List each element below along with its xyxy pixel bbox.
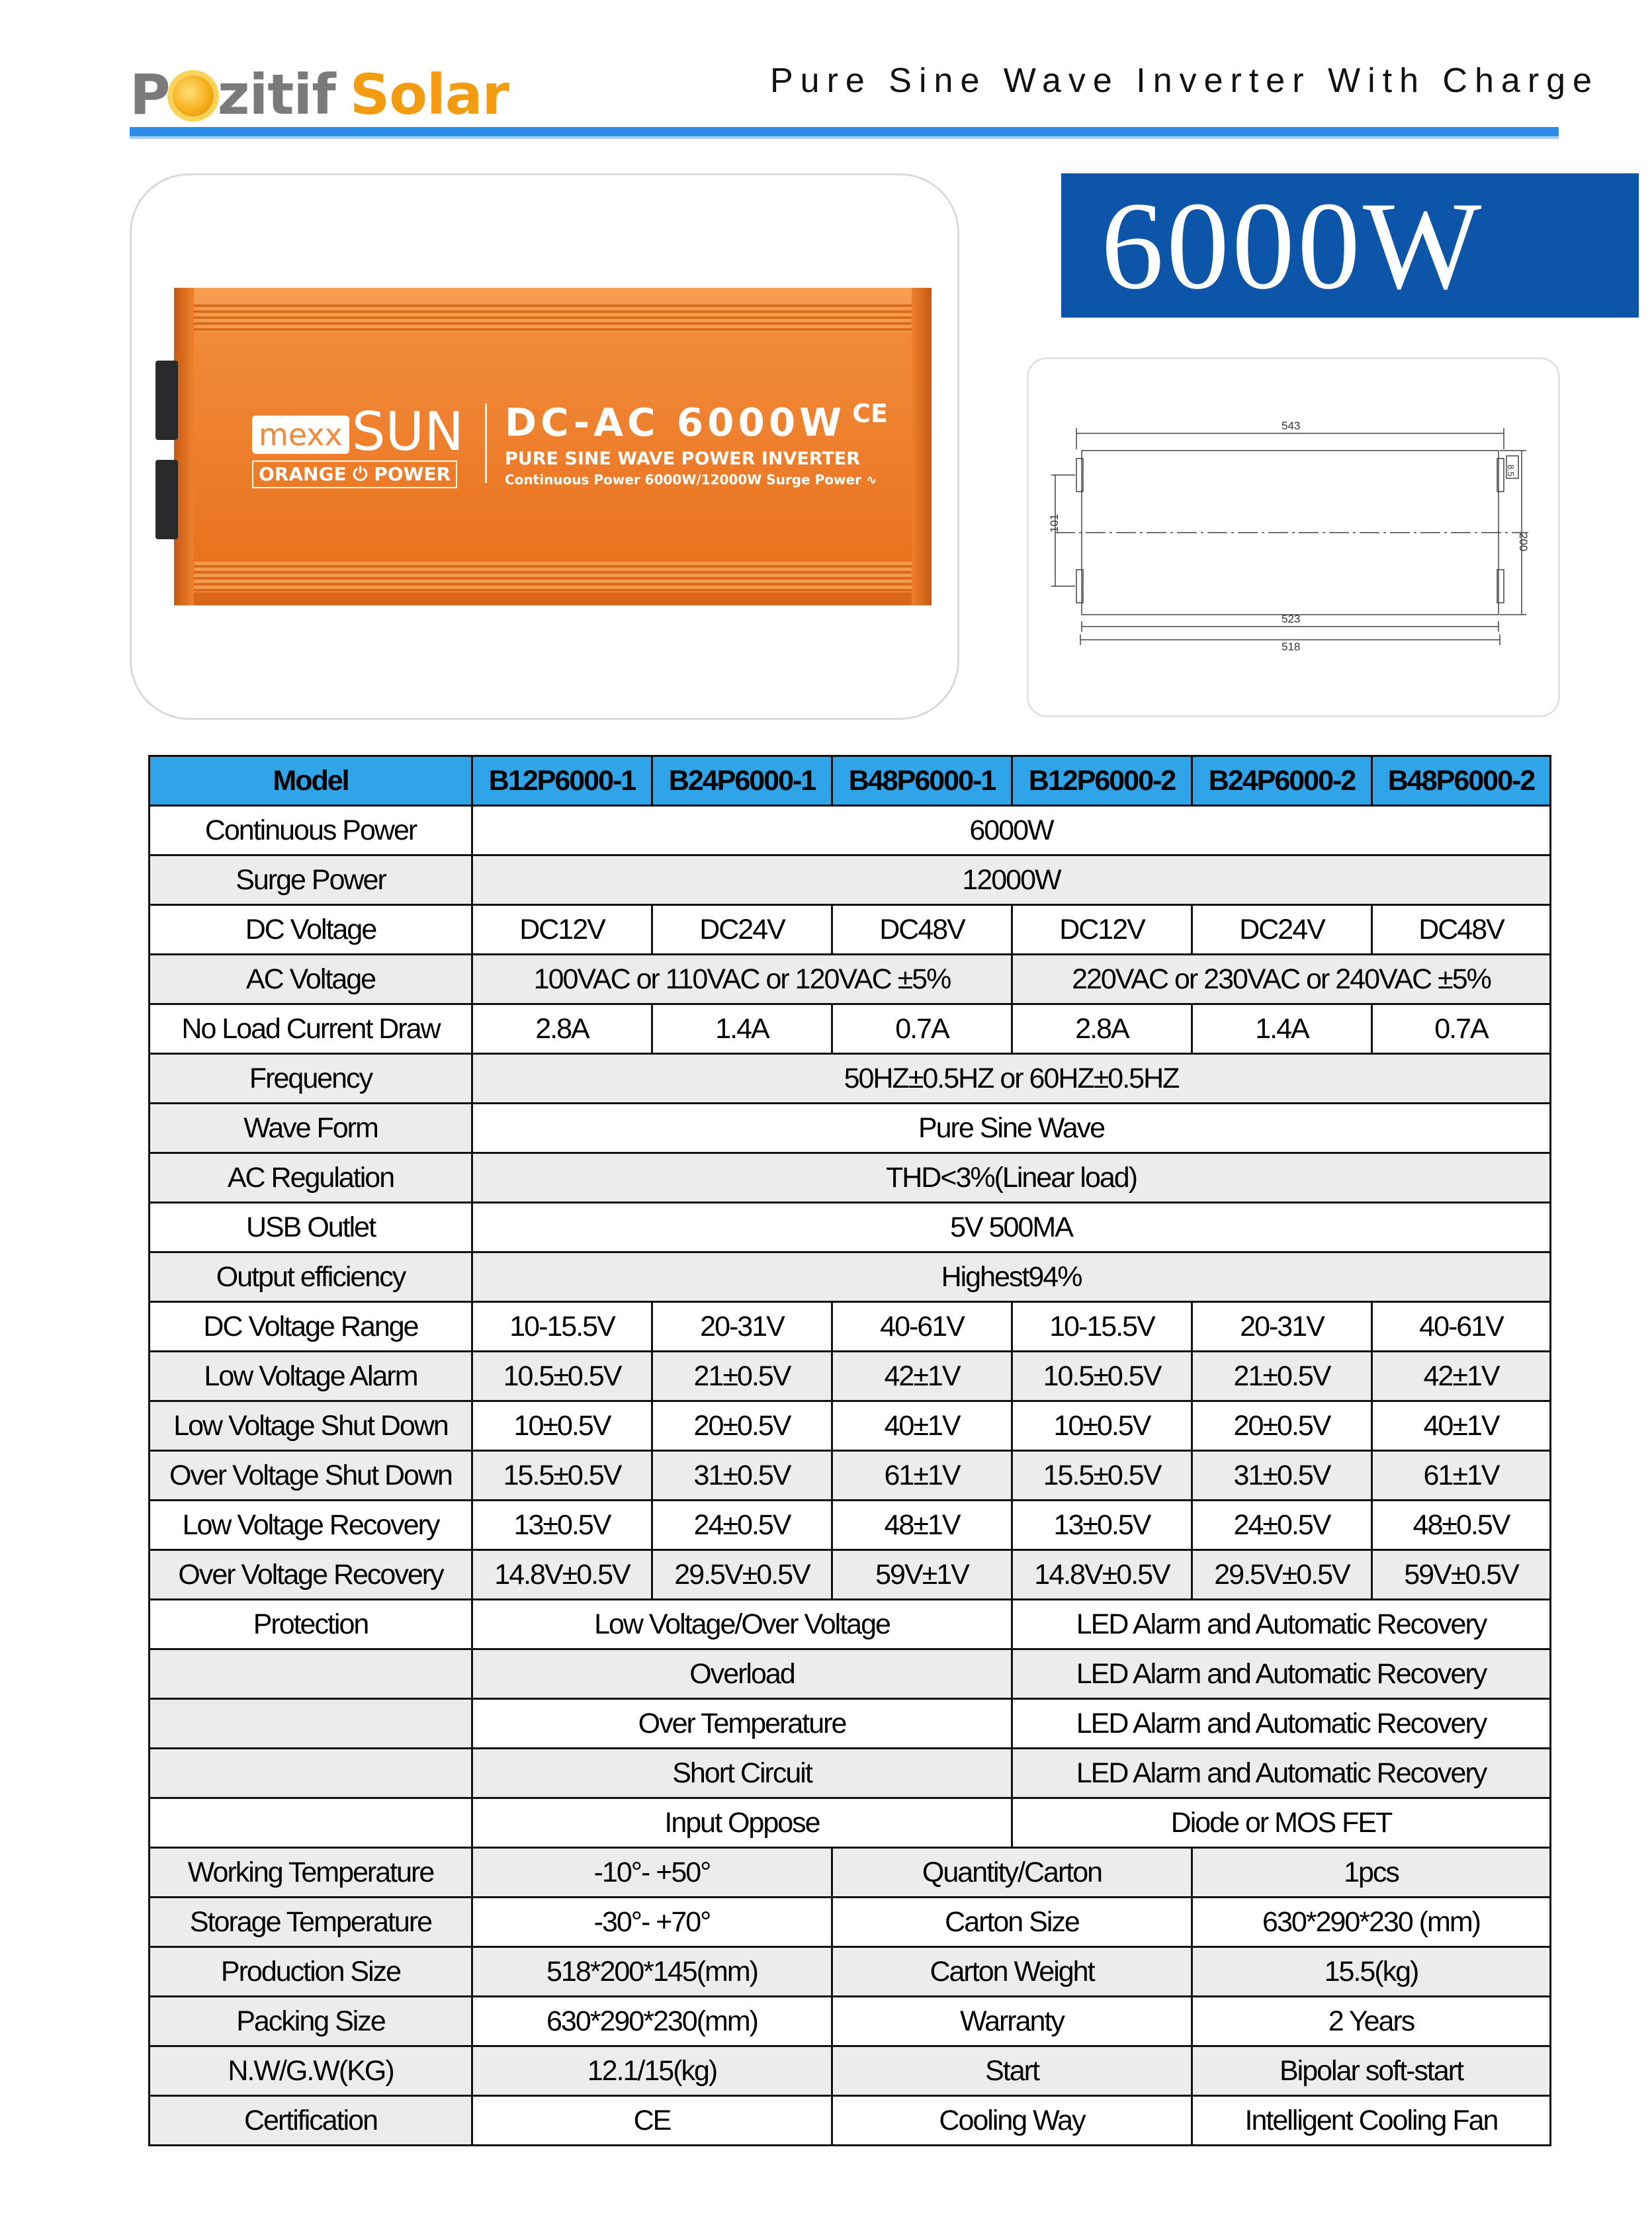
table-row: Wave Form Pure Sine Wave bbox=[150, 1104, 1551, 1153]
table-row: Production Size 518*200*145(mm) Carton Weight 15.5(kg) bbox=[150, 1947, 1551, 1997]
table-row: N.W/G.W(KG) 12.1/15(kg) Start Bipolar soft-start bbox=[150, 2046, 1551, 2096]
table-row: Short Circuit LED Alarm and Automatic Recovery bbox=[150, 1749, 1551, 1798]
sun-icon bbox=[173, 75, 214, 116]
svg-text:543: 543 bbox=[1282, 419, 1301, 432]
product-photo-card bbox=[130, 173, 959, 720]
pozitif-solar-logo: P zitif Solar bbox=[130, 62, 509, 127]
table-row: Output efficiency Highest94% bbox=[150, 1252, 1551, 1302]
table-row: Over Voltage Recovery 14.8V±0.5V 29.5V±0.5V 59V±1V 14.8V±0.5V 29.5V±0.5V 59V±0.5V bbox=[150, 1550, 1551, 1600]
table-row: Low Voltage Alarm 10.5±0.5V 21±0.5V 42±1V 10.5±0.5V 21±0.5V 42±1V bbox=[150, 1352, 1551, 1401]
table-row: Packing Size 630*290*230(mm) Warranty 2 Years bbox=[150, 1997, 1551, 2046]
table-row: Low Voltage Recovery 13±0.5V 24±0.5V 48±1V 13±0.5V 24±0.5V 48±0.5V bbox=[150, 1501, 1551, 1550]
dimension-diagram bbox=[1029, 359, 1558, 715]
table-row: DC Voltage DC12V DC24V DC48V DC12V DC24V DC48V bbox=[150, 905, 1551, 955]
table-row: Protection Low Voltage/Over Voltage LED Alarm and Automatic Recovery bbox=[150, 1600, 1551, 1649]
svg-text:8.5: 8.5 bbox=[1506, 464, 1516, 477]
table-row: Over Temperature LED Alarm and Automatic Recovery bbox=[150, 1699, 1551, 1749]
svg-text:101: 101 bbox=[1048, 513, 1061, 533]
table-row: Storage Temperature -30°- +70° Carton Size 630*290*230 (mm) bbox=[150, 1898, 1551, 1947]
table-row: Overload LED Alarm and Automatic Recovery bbox=[150, 1649, 1551, 1699]
wattage-banner: 6000W bbox=[1061, 173, 1639, 318]
table-row: AC Voltage 100VAC or 110VAC or 120VAC ±5% 220VAC or 230VAC or 240VAC ±5% bbox=[150, 955, 1551, 1004]
table-row: Surge Power 12000W bbox=[150, 855, 1551, 905]
mexxsun-brand: mexx SUN ORANGE ⏻ POWER bbox=[252, 410, 464, 488]
table-row: USB Outlet 5V 500MA bbox=[150, 1203, 1551, 1252]
table-row: Certification CE Cooling Way Intelligent Cooling Fan bbox=[150, 2096, 1551, 2146]
inverter-image bbox=[174, 288, 932, 605]
page-tagline: Pure Sine Wave Inverter With Charge bbox=[770, 62, 1599, 100]
table-row: Frequency 50HZ±0.5HZ or 60HZ±0.5HZ bbox=[150, 1054, 1551, 1104]
ce-mark: CE bbox=[852, 399, 889, 428]
table-row: DC Voltage Range 10-15.5V 20-31V 40-61V 10-15.5V 20-31V 40-61V bbox=[150, 1302, 1551, 1352]
table-row: Input Oppose Diode or MOS FET bbox=[150, 1798, 1551, 1848]
header-divider bbox=[130, 127, 1559, 136]
svg-text:200: 200 bbox=[1517, 533, 1530, 552]
table-row: Over Voltage Shut Down 15.5±0.5V 31±0.5V 61±1V 15.5±0.5V 31±0.5V 61±1V bbox=[150, 1451, 1551, 1501]
svg-text:523: 523 bbox=[1282, 613, 1301, 625]
dc-terminal-icon bbox=[155, 361, 178, 440]
table-row: Continuous Power 6000W bbox=[150, 806, 1551, 855]
product-label: DC-AC 6000W $^{CE}$ PURE SINE WAVE POWER INVERTER Continuous Power 6000W/12000W Surge Power ∿ bbox=[505, 399, 889, 488]
table-row: Low Voltage Shut Down 10±0.5V 20±0.5V 40±1V 10±0.5V 20±0.5V 40±1V bbox=[150, 1401, 1551, 1451]
table-row: No Load Current Draw 2.8A 1.4A 0.7A 2.8A 1.4A 0.7A bbox=[150, 1004, 1551, 1054]
svg-text:518: 518 bbox=[1282, 640, 1301, 653]
dc-terminal-icon bbox=[155, 460, 178, 539]
table-row: AC Regulation THD<3%(Linear load) bbox=[150, 1153, 1551, 1203]
table-header-row: Model B12P6000-1 B24P6000-1 B48P6000-1 B12P6000-2 B24P6000-2 B48P6000-2 bbox=[150, 756, 1551, 806]
spec-table bbox=[148, 755, 1551, 2146]
table-row: Working Temperature -10°- +50° Quantity/Carton 1pcs bbox=[150, 1848, 1551, 1898]
dimension-drawing bbox=[1027, 357, 1560, 717]
